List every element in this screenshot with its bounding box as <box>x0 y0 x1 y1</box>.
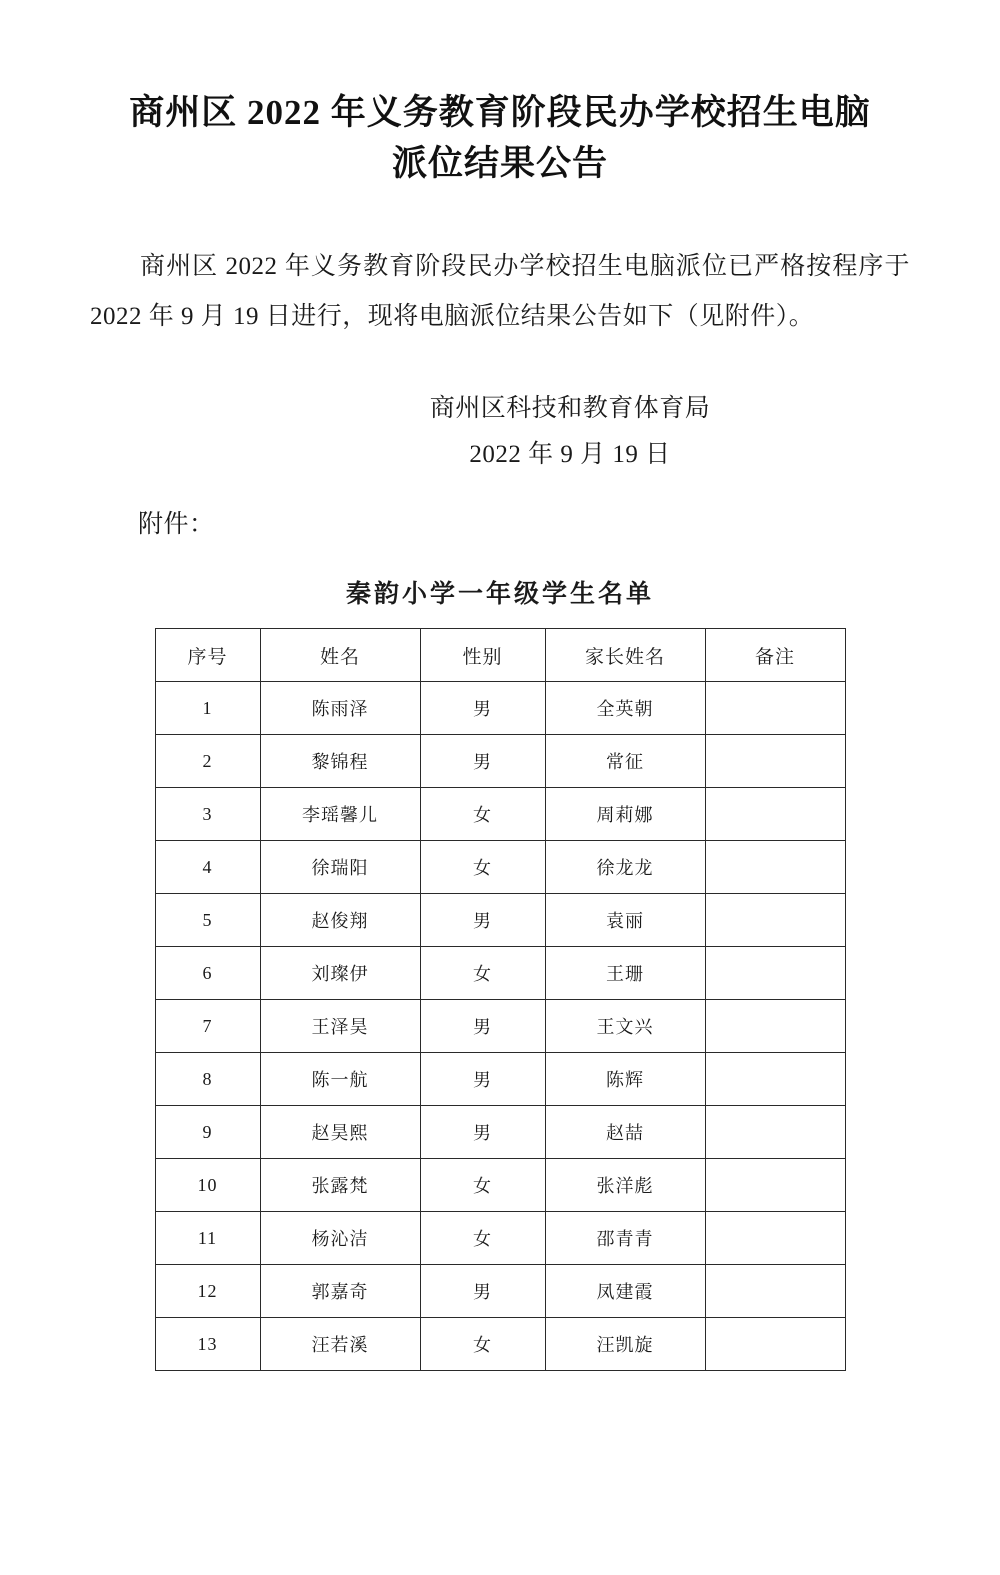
table-body <box>155 682 845 1371</box>
issue-date: 2022 年 9 月 19 日 <box>469 440 671 468</box>
cell-note <box>705 1265 845 1318</box>
cell-parent: 凤建霞 <box>545 1265 705 1318</box>
cell-note <box>705 841 845 894</box>
cell-note <box>705 894 845 947</box>
cell-index: 4 <box>155 841 260 894</box>
cell-name: 刘璨伊 <box>260 947 420 1000</box>
table-row <box>155 788 845 841</box>
cell-note <box>705 1106 845 1159</box>
table-row <box>155 1053 845 1106</box>
table-row <box>155 1106 845 1159</box>
cell-name: 陈雨泽 <box>260 682 420 735</box>
cell-index: 7 <box>155 1000 260 1053</box>
cell-name: 张露梵 <box>260 1159 420 1212</box>
page-title: 商州区 2022 年义务教育阶段民办学校招生电脑派位结果公告 <box>129 93 871 183</box>
attachment-label: 附件： <box>138 511 215 538</box>
cell-parent: 周莉娜 <box>545 788 705 841</box>
cell-gender: 男 <box>420 894 545 947</box>
cell-name: 黎锦程 <box>260 735 420 788</box>
cell-note <box>705 1212 845 1265</box>
cell-index: 6 <box>155 947 260 1000</box>
cell-gender: 男 <box>420 682 545 735</box>
cell-gender: 女 <box>420 1212 545 1265</box>
cell-name: 汪若溪 <box>260 1318 420 1371</box>
cell-note <box>705 1000 845 1053</box>
table-row <box>155 841 845 894</box>
table-row <box>155 1265 845 1318</box>
table-row <box>155 1212 845 1265</box>
cell-gender: 女 <box>420 947 545 1000</box>
cell-index: 5 <box>155 894 260 947</box>
cell-parent: 全英朝 <box>545 682 705 735</box>
cell-note <box>705 788 845 841</box>
announcement-paragraph: 商州区 2022 年义务教育阶段民办学校招生电脑派位已严格按程序于 2022 年 9 月 19 日进行，现将电脑派位结果公告如下（见附件）。 <box>90 252 910 330</box>
cell-note <box>705 947 845 1000</box>
cell-parent: 赵喆 <box>545 1106 705 1159</box>
cell-name: 杨沁洁 <box>260 1212 420 1265</box>
table-header-row <box>155 629 845 682</box>
table-row <box>155 1159 845 1212</box>
cell-index: 9 <box>155 1106 260 1159</box>
cell-gender: 男 <box>420 1265 545 1318</box>
cell-parent: 徐龙龙 <box>545 841 705 894</box>
cell-parent: 常征 <box>545 735 705 788</box>
column-header-parent: 家长姓名 <box>545 629 705 682</box>
signature-block <box>78 386 922 479</box>
cell-index: 3 <box>155 788 260 841</box>
cell-index: 13 <box>155 1318 260 1371</box>
cell-gender: 男 <box>420 1106 545 1159</box>
student-roster-table <box>155 628 846 1371</box>
cell-note <box>705 735 845 788</box>
roster-title: 秦韵小学一年级学生名单 <box>345 581 654 608</box>
cell-name: 徐瑞阳 <box>260 841 420 894</box>
cell-index: 8 <box>155 1053 260 1106</box>
table-row <box>155 947 845 1000</box>
cell-parent: 邵青青 <box>545 1212 705 1265</box>
cell-gender: 男 <box>420 735 545 788</box>
cell-name: 赵俊翔 <box>260 894 420 947</box>
cell-name: 赵昊熙 <box>260 1106 420 1159</box>
cell-index: 1 <box>155 682 260 735</box>
table-row <box>155 1318 845 1371</box>
table-row <box>155 894 845 947</box>
cell-index: 10 <box>155 1159 260 1212</box>
column-header-index: 序号 <box>155 629 260 682</box>
cell-parent: 袁丽 <box>545 894 705 947</box>
cell-index: 2 <box>155 735 260 788</box>
cell-note <box>705 1318 845 1371</box>
cell-name: 陈一航 <box>260 1053 420 1106</box>
cell-gender: 女 <box>420 1159 545 1212</box>
cell-parent: 汪凯旋 <box>545 1318 705 1371</box>
cell-parent: 陈辉 <box>545 1053 705 1106</box>
cell-index: 12 <box>155 1265 260 1318</box>
cell-gender: 女 <box>420 788 545 841</box>
table-row <box>155 1000 845 1053</box>
cell-gender: 女 <box>420 841 545 894</box>
column-header-gender: 性别 <box>420 629 545 682</box>
table-row <box>155 735 845 788</box>
cell-gender: 女 <box>420 1318 545 1371</box>
cell-note <box>705 682 845 735</box>
cell-parent: 王珊 <box>545 947 705 1000</box>
column-header-name: 姓名 <box>260 629 420 682</box>
table-row <box>155 682 845 735</box>
cell-note <box>705 1053 845 1106</box>
cell-name: 李瑶馨儿 <box>260 788 420 841</box>
cell-note <box>705 1159 845 1212</box>
issuing-organization: 商州区科技和教育体育局 <box>429 394 711 422</box>
cell-gender: 男 <box>420 1000 545 1053</box>
cell-name: 郭嘉奇 <box>260 1265 420 1318</box>
cell-parent: 张洋彪 <box>545 1159 705 1212</box>
cell-gender: 男 <box>420 1053 545 1106</box>
cell-parent: 王文兴 <box>545 1000 705 1053</box>
column-header-note: 备注 <box>705 629 845 682</box>
cell-name: 王泽昊 <box>260 1000 420 1053</box>
cell-index: 11 <box>155 1212 260 1265</box>
